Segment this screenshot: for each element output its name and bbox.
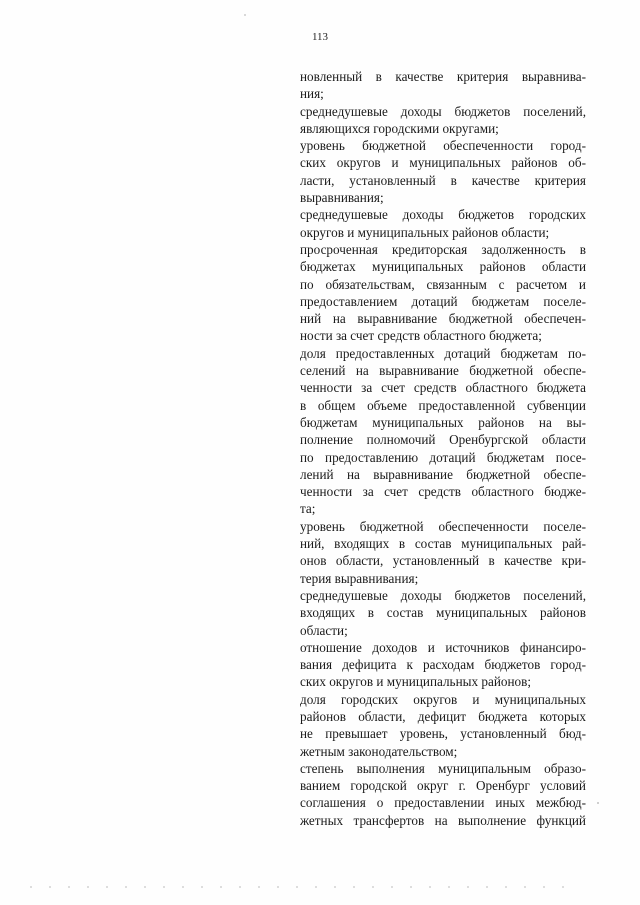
text-line: среднедушевые доходы бюджетов городских xyxy=(300,207,586,223)
text-line: степень выполнения муниципальным образо- xyxy=(300,760,586,776)
text-line: по обязательствам, связанным с расчетом и xyxy=(300,276,586,292)
text-column xyxy=(300,68,586,829)
text-line: новленный в качестве критерия выравнива- xyxy=(300,69,586,84)
text-line: терия выравнивания; xyxy=(300,570,419,586)
scan-speck xyxy=(244,14,246,16)
text-line: в общем объеме предоставленной субвенции xyxy=(300,397,586,413)
text-line: ских округов и муниципальных районов; xyxy=(300,674,532,690)
text-line: предоставлением дотаций бюджетам поселе- xyxy=(300,293,586,309)
text-line: соглашения о предоставлении иных межбюд- xyxy=(300,795,586,811)
text-line: полнение полномочий Оренбургской области xyxy=(300,432,586,448)
text-line: уровень бюджетной обеспеченности город- xyxy=(300,138,586,154)
text-line: доля предоставленных дотаций бюджетам по- xyxy=(300,345,586,361)
text-line: селений на выравнивание бюджетной обеспе- xyxy=(300,363,586,379)
text-line: среднедушевые доходы бюджетов поселений, xyxy=(300,103,586,119)
page-number: 113 xyxy=(311,31,329,43)
text-line: жетных трансфертов на выполнение функций xyxy=(300,812,586,828)
scan-artifact-line xyxy=(30,886,570,888)
scan-speck xyxy=(597,802,599,804)
text-line: являющихся городскими округами; xyxy=(300,120,499,136)
text-line: просроченная кредиторская задолженность в xyxy=(300,241,586,257)
text-line: не превышает уровень, установленный бюд- xyxy=(300,726,586,742)
text-line: районов области, дефицит бюджета которых xyxy=(300,708,586,724)
text-line: ченности за счет средств областного бюджета xyxy=(300,380,586,396)
text-line: доля городских округов и муниципальных xyxy=(300,691,586,707)
text-line: уровень бюджетной обеспеченности поселе- xyxy=(300,518,586,534)
text-line: ний, входящих в состав муниципальных рай- xyxy=(300,536,586,552)
text-line: жетным законодательством; xyxy=(300,743,458,759)
text-line: та; xyxy=(300,501,316,517)
text-line: выравнивания; xyxy=(300,190,384,206)
text-line: ния; xyxy=(300,86,324,102)
text-line: лений на выравнивание бюджетной обеспе- xyxy=(300,466,586,482)
text-line: округов и муниципальных районов области; xyxy=(300,224,550,240)
text-line: ченности за счет средств областного бюдже- xyxy=(300,484,586,500)
text-line: ности за счет средств областного бюджета; xyxy=(300,328,542,344)
text-line: входящих в состав муниципальных районов xyxy=(300,605,586,621)
text-line: бюджетах муниципальных районов области xyxy=(300,259,586,275)
text-line: ний на выравнивание бюджетной обеспечен- xyxy=(300,311,586,327)
text-line: онов области, установленный в качестве кри- xyxy=(300,553,586,569)
text-line: вания дефицита к расходам бюджетов город- xyxy=(300,657,586,673)
text-line: бюджетам муниципальных районов на вы- xyxy=(300,414,586,430)
text-line: области; xyxy=(300,622,348,638)
text-line: ских округов и муниципальных районов об- xyxy=(300,155,586,171)
text-line: ласти, установленный в качестве критерия xyxy=(300,172,586,188)
text-line: ванием городской округ г. Оренбург условий xyxy=(300,778,586,794)
text-line: среднедушевые доходы бюджетов поселений, xyxy=(300,587,586,603)
text-line: по предоставлению дотаций бюджетам посе- xyxy=(300,449,586,465)
text-line: отношение доходов и источников финансиро- xyxy=(300,639,586,655)
